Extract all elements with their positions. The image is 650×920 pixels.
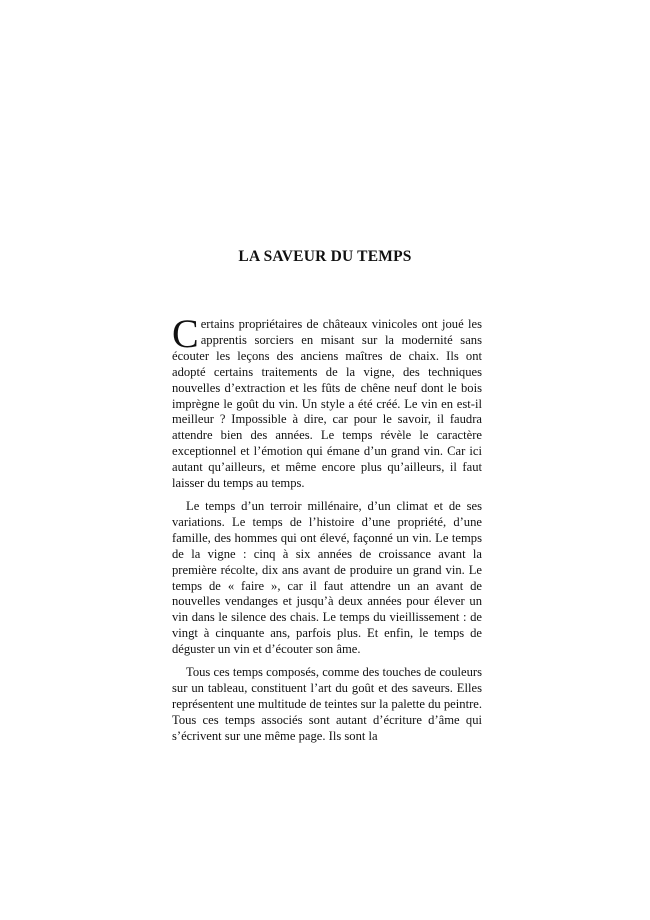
paragraph-3: Tous ces temps composés, comme des touches de couleurs sur un tableau, constituent l’art du goût et des saveurs. Elles représentent une multitude de teintes sur la palette du peintre. Tous ces temps associés sont autant d’écriture d’âme qui s’écrivent sur une même page. Ils sont la — [172, 665, 482, 743]
paragraph-2: Le temps d’un terroir millénaire, d’un climat et de ses variations. Le temps de l’histoire d’une propriété, d’une famille, des hommes qui ont élevé, façonné un vin. Le temps de la vigne : cinq à six années de croissance avant la première récolte, dix ans avant de produire un grand vin. Le temps de « faire », car il faut attendre un an avant de nouvelles vendanges et jusqu’à deux années pour élever un vin dans le silence des chais. Le temps du vieillissement : de vingt à cinquante ans, parfois plus. Et enfin, le temps de déguster un vin et d’écouter son âme. — [172, 498, 482, 657]
paragraph-1-text: ertains propriétaires de châteaux vinicoles ont joué les apprentis sorciers en misant sur la modernité sans écouter les leçons des anciens maîtres de chaix. Ils ont adopté certains traitements de la vigne, des techniques nouvelles d’extraction et les fûts de chêne neuf dont le bois imprègne le goût du vin. Un style a été créé. Le vin en est-il meilleur ? Impossible à dire, car pour le savoir, il faudra attendre bien des années. Le temps révèle le caractère exceptionnel et l’émotion qui émane d’un grand vin. Car ici autant qu’ailleurs, et même encore plus qu’ailleurs, il faut laisser du temps au temps. — [172, 317, 482, 491]
chapter-title: LA SAVEUR DU TEMPS — [238, 248, 412, 265]
body-text — [172, 311, 482, 745]
paragraph-1 — [172, 311, 482, 492]
drop-cap: C — [172, 311, 199, 356]
